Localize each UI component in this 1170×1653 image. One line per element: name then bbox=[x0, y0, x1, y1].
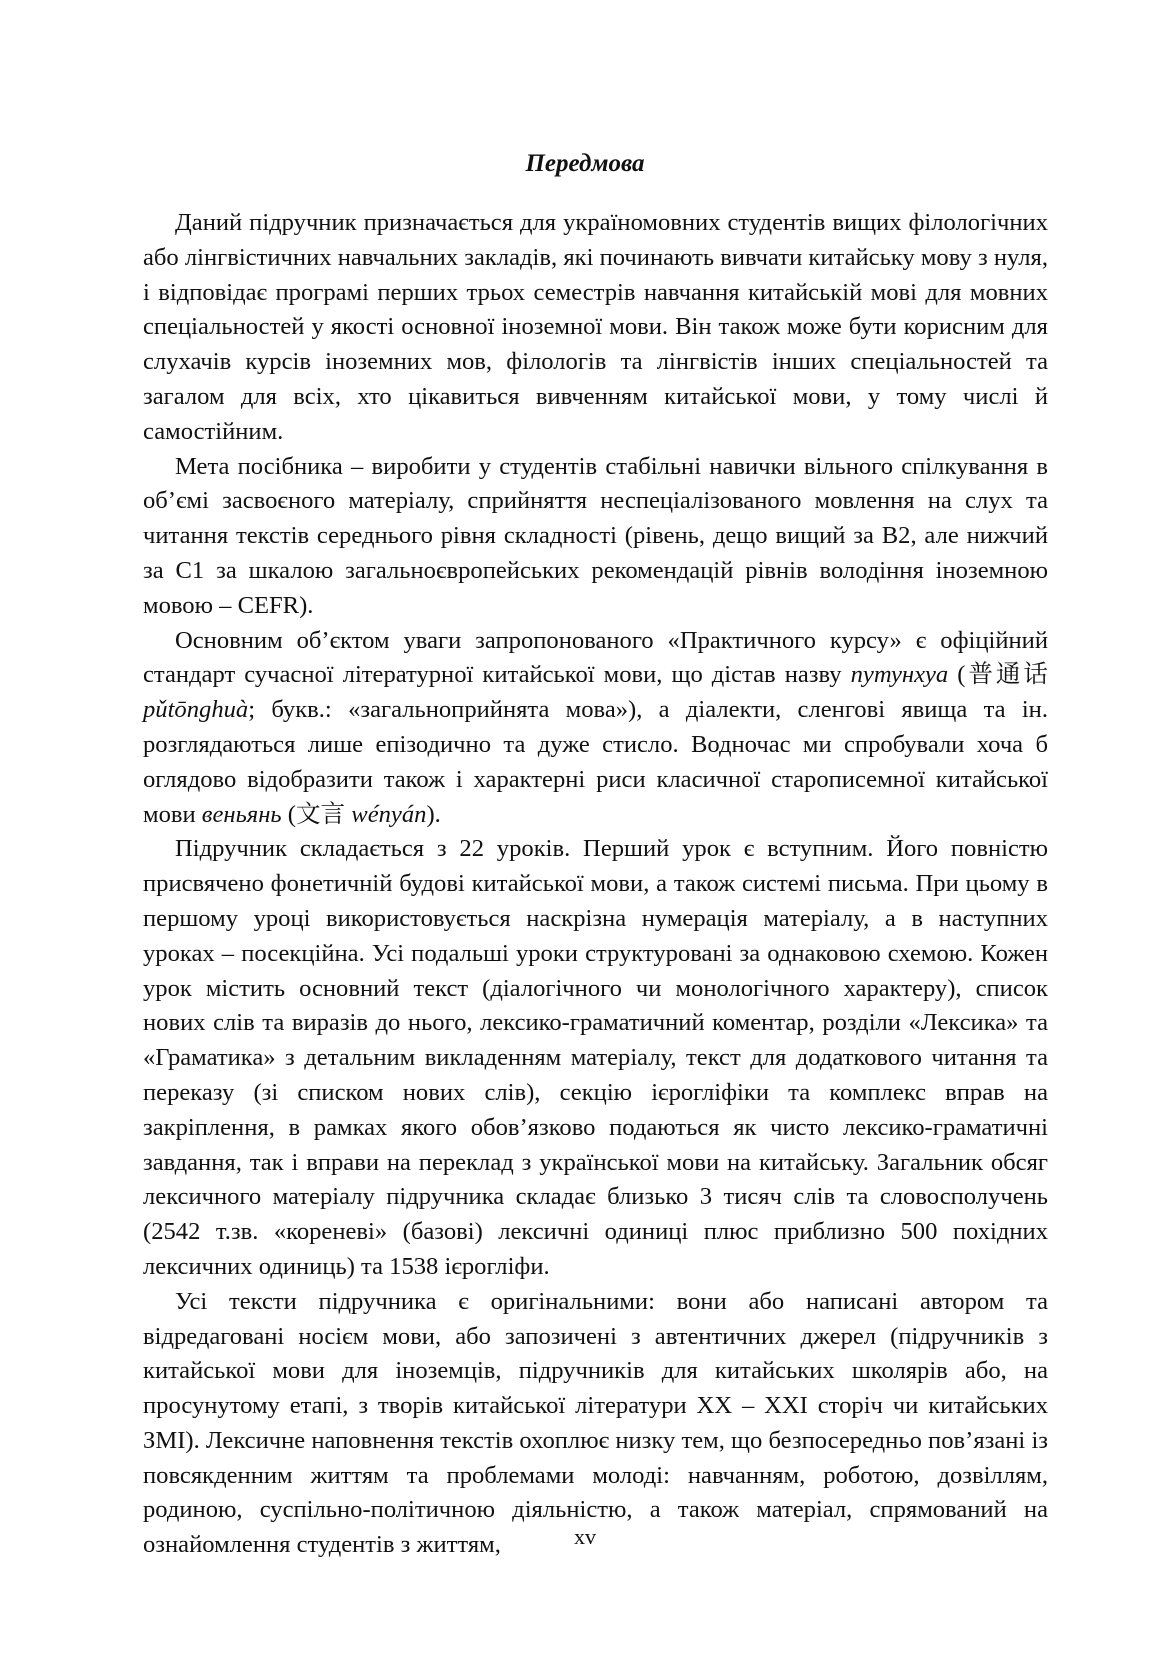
pinyin-putonghua: pǔtōnghuà bbox=[143, 696, 249, 724]
term-putonghua: путунхуа bbox=[850, 661, 949, 689]
page-number: xv bbox=[574, 1524, 596, 1549]
paragraph-structure: Підручник складається з 22 уроків. Перший урок є вступним. Його повністю присвячено фонетичній будові китайської мови, а також системі письма. При цьому в першому уроці використовується наскрізна нумерація матеріалу, а в наступних уроках – посекційна. Усі подальші уроки структуровані за однаковою схемою. Кожен урок містить основний текст (діалогічного чи монологічного характеру), список нових слів та виразів до нього, лексико-граматичний коментар, розділи «Лексика» та «Граматика» з детальним викладенням матеріалу, текст для додаткового читання та переказу (зі списком нових слів), секцію ієрогліфіки та комплекс вправ на закріплення, в рамках якого обов’язково подаються як чисто лексико-граматичні завдання, так і вправи на переклад з української мови на китайську. Загальник обсяг лексичного матеріалу підручника складає близько 3 тисяч слів та словосполучень (2542 т.зв. «кореневі» (базові) лексичні одиниці плюс приблизно 500 похідних лексичних одиниць) та 1538 ієрогліфи. bbox=[143, 835, 1048, 1280]
paragraph-texts: Усі тексти підручника є оригінальними: вони або написані автором та відредаговані носієм мови, або запозичені з автентичних джерел (підручників з китайської мови для іноземців, підручників для китайських школярів або, на просунутому етапі, з творів китайської літератури XX – XXI сторіч чи китайських ЗМІ). Лексичне наповнення текстів охоплює низку тем, що безпосередньо пов’язані із повсякденним життям та проблемами молоді: навчанням, роботою, дозвіллям, родиною, суспільно-політичною діяльністю, а також матеріал, спрямований на ознайомлення студентів з життям, bbox=[143, 1287, 1048, 1559]
page-title: Передмова bbox=[525, 150, 645, 177]
paragraph-text-segment: Основним об’єктом уваги запропонованого «Практичного курсу» є офіційний стандарт сучасної літературної китайської мови, що дістав назву bbox=[143, 626, 1048, 689]
paragraph-text-segment: (文言 bbox=[281, 800, 352, 828]
paragraph-text-segment: (普通话 bbox=[948, 661, 1049, 689]
pinyin-wenyan: wényán bbox=[351, 800, 427, 828]
paragraph-standard bbox=[143, 624, 1048, 833]
term-wenyan: веньянь bbox=[201, 800, 282, 828]
body-text bbox=[143, 206, 1048, 1563]
paragraph-goal: Мета посібника – виробити у студентів стабільні навички вільного спілкування в об’ємі засвоєного матеріалу, сприйняття неспеціалізованого мовлення на слух та читання текстів середнього рівня складності (рівень, дещо вищий за B2, але нижчий за C1 за шкалою загальноєвропейських рекомендацій рівнів володіння іноземною мовою – CEFR). bbox=[143, 452, 1048, 619]
paragraph-text-segment: ; букв.: «загальноприйнята мова»), а діалекти, сленгові явища та ін. розглядаються лише епізодично та дуже стисло. Водночас ми спробували хоча б оглядово відобразити також і характерні риси класичної старописемної китайської мови bbox=[143, 696, 1048, 828]
paragraph-text-segment: ). bbox=[426, 800, 441, 828]
paragraph-intro: Даний підручник призначається для україномовних студентів вищих філологічних або лінгвістичних навчальних закладів, які починають вивчати китайську мову з нуля, і відповідає програмі перших трьох семестрів навчання китайській мові для мовних спеціальностей у якості основної іноземної мови. Він також може бути корисним для слухачів курсів іноземних мов, філологів та лінгвістів інших спеціальностей та загалом для всіх, хто цікавиться вивченням китайської мови, у тому числі й самостійним. bbox=[143, 209, 1048, 445]
